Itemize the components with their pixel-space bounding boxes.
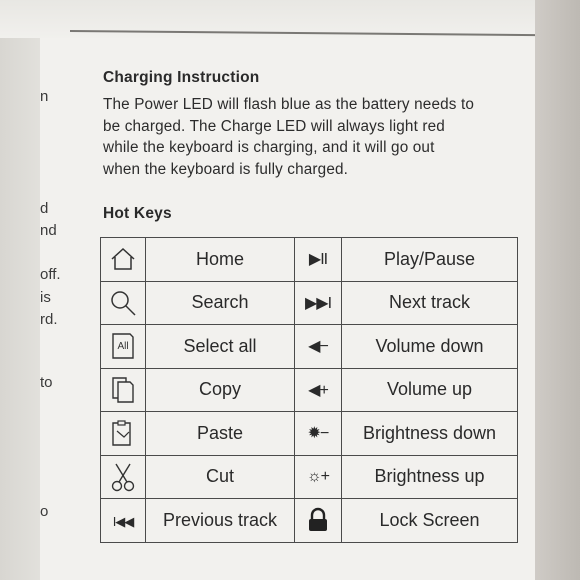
margin-fragment: is	[40, 289, 51, 306]
hotkey-label: Home	[146, 238, 295, 282]
photo-right-strip	[535, 0, 580, 580]
table-row	[101, 499, 518, 543]
previous-track-icon: I◀◀	[101, 499, 146, 543]
table-row	[101, 412, 518, 456]
hotkey-label: Cut	[146, 455, 295, 499]
table-row	[101, 368, 518, 412]
brightness-up-icon: ☼+	[295, 455, 342, 499]
table-row	[101, 281, 518, 325]
margin-fragment: to	[40, 374, 53, 391]
hotkey-label: Search	[146, 281, 295, 325]
charging-heading: Charging Instruction	[103, 69, 260, 86]
home-icon	[101, 238, 146, 282]
hotkeys-heading: Hot Keys	[103, 205, 172, 222]
hotkey-label: Brightness up	[342, 455, 518, 499]
hotkey-label: Play/Pause	[342, 238, 518, 282]
next-track-icon: ▶▶I	[295, 281, 342, 325]
scissors-icon	[101, 455, 146, 499]
copy-icon	[101, 368, 146, 412]
charging-line: be charged. The Charge LED will always light red	[103, 117, 445, 135]
hotkey-label: Select all	[146, 325, 295, 369]
charging-paragraph	[103, 94, 533, 180]
margin-fragment: n	[40, 88, 49, 105]
hotkey-label: Volume down	[342, 325, 518, 369]
hotkey-label: Next track	[342, 281, 518, 325]
hotkey-label: Previous track	[146, 499, 295, 543]
margin-fragment: o	[40, 503, 49, 520]
volume-up-icon: ◀+	[295, 368, 342, 412]
hotkeys-table	[100, 237, 518, 543]
table-row	[101, 455, 518, 499]
hotkey-label: Paste	[146, 412, 295, 456]
search-icon	[101, 281, 146, 325]
charging-line: The Power LED will flash blue as the battery needs to	[103, 96, 475, 113]
lock-icon	[295, 499, 342, 543]
hotkey-label: Brightness down	[342, 412, 518, 456]
charging-line: when the keyboard is fully charged.	[103, 160, 349, 178]
hotkey-label: Volume up	[342, 368, 518, 412]
table-row	[101, 325, 518, 369]
select-all-icon-text: All	[117, 341, 129, 353]
hotkey-label: Lock Screen	[342, 499, 518, 543]
table-row	[101, 238, 518, 282]
hotkey-label: Copy	[146, 368, 295, 412]
margin-fragment: d	[40, 200, 49, 217]
paste-icon	[101, 412, 146, 456]
margin-fragment: nd	[40, 222, 57, 239]
charging-line: while the keyboard is charging, and it will go out	[103, 139, 435, 156]
select-all-icon	[101, 325, 146, 369]
brightness-down-icon: ✹−	[295, 412, 342, 456]
margin-fragment: off.	[40, 266, 61, 283]
play-pause-icon: ▶II	[295, 238, 342, 282]
margin-fragment: rd.	[40, 311, 58, 328]
volume-down-icon: ◀−	[295, 325, 342, 369]
